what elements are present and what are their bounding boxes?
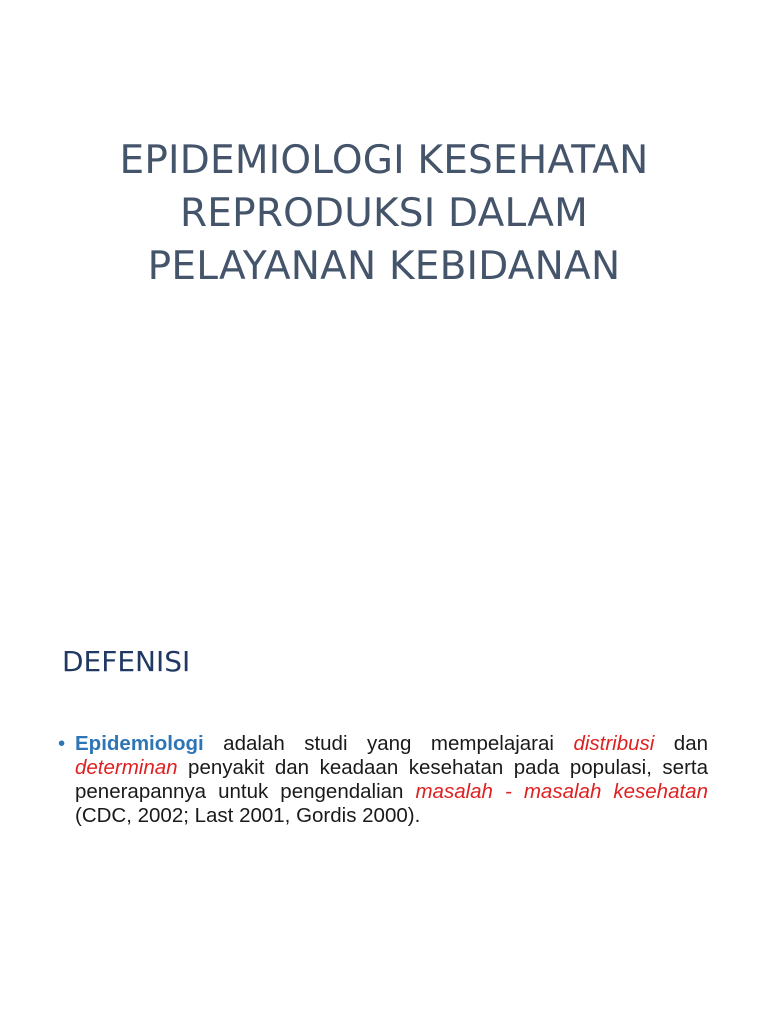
bullet-icon: • [58,732,66,755]
definition-text-2: dan [654,732,709,755]
definition-text-1: adalah studi yang mempelajarai [203,732,574,755]
title-line-1: EPIDEMIOLOGI KESEHATAN [119,138,649,183]
slide-title [60,134,708,293]
title-line-3: PELAYANAN KEBIDANAN [147,244,621,289]
emphasis-determinan: determinan [75,756,178,779]
title-line-2: REPRODUKSI DALAM [179,191,589,236]
definition-term: Epidemiologi [75,732,204,755]
emphasis-masalah-kesehatan: masalah - masalah kesehatan [415,780,708,803]
emphasis-distribusi: distribusi [573,732,655,755]
definition-citation: (CDC, 2002; Last 2001, Gordis 2000). [75,804,421,827]
section-heading: DEFENISI [62,645,191,678]
definition-list [58,732,708,828]
definition-text-3: penyakit dan keadaan kesehatan pada populasi, serta penerapannya untuk pengendalian [75,756,708,803]
definition-item [58,732,708,828]
